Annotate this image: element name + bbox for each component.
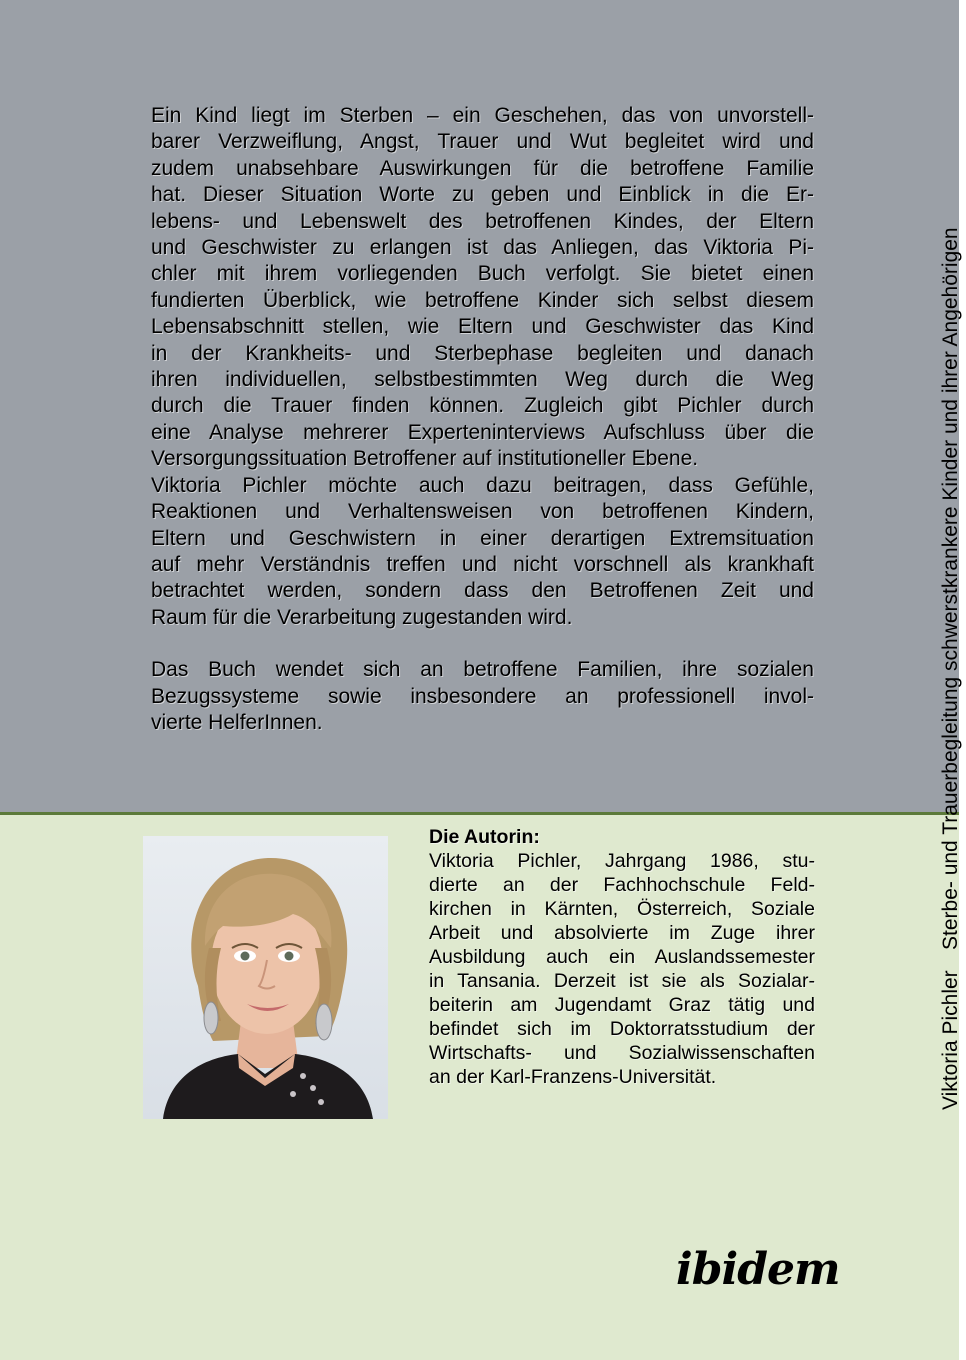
author-bio-line: in Tansania. Derzeit ist sie als Sozialar- [429, 970, 815, 992]
blurb-paragraph-2 [151, 657, 814, 736]
blurb-line: Raum für die Verarbeitung zugestanden wird. [151, 605, 573, 629]
blurb-line: Eltern und Geschwistern in einer derartigen Extremsituation [151, 526, 814, 550]
blurb-line: betrachtet werden, sondern dass den Betroffenen Zeit und [151, 579, 814, 603]
author-bio-line: Ausbildung auch ein Auslandssemester [429, 946, 815, 968]
blurb-line: Bezugssysteme sowie insbesondere an professionell invol- [151, 684, 814, 708]
spine-author: Viktoria Pichler [939, 970, 962, 1110]
blurb-line: ihren individuellen, selbstbestimmten Weg durch die Weg [151, 368, 814, 392]
blurb-line: Lebensabschnitt stellen, wie Eltern und Geschwister das Kind [151, 315, 814, 339]
blurb-line: barer Verzweiflung, Angst, Trauer und Wut begleitet wird und [151, 130, 814, 154]
blurb-line: hat. Dieser Situation Worte zu geben und Einblick in die Er- [151, 183, 814, 207]
blurb-line: Versorgungssituation Betroffener auf institutioneller Ebene. [151, 447, 699, 471]
author-bio-line: befindet sich im Doktorratsstudium der [429, 1018, 815, 1040]
blurb-line: chler mit ihrem vorliegenden Buch verfolgt. Sie bietet einen [151, 262, 814, 286]
author-bio-line: Viktoria Pichler, Jahrgang 1986, stu- [429, 850, 815, 872]
blurb-line: und Geschwister zu erlangen ist das Anliegen, das Viktoria Pi- [151, 236, 814, 260]
spine-title: Sterbe- und Trauerbegleitung schwerstkrankere Kinder und ihrer Angehörigen [939, 227, 962, 950]
blurb-text [151, 103, 814, 736]
author-portrait-illustration [143, 836, 388, 1119]
author-bio-line: beiterin am Jugendamt Graz tätig und [429, 994, 815, 1016]
blurb-line: Ein Kind liegt im Sterben – ein Geschehen, das von unvorstell- [151, 104, 814, 127]
author-bio-line: Arbeit und absolvierte im Zuge ihrer [429, 922, 815, 944]
blurb-line: fundierten Überblick, wie betroffene Kinder sich selbst diesem [151, 288, 814, 312]
author-bio-line: dierte an der Fachhochschule Feld- [429, 874, 815, 896]
author-photo [143, 836, 388, 1119]
blurb-line: auf mehr Verständnis treffen und nicht vorschnell als krankhaft [151, 552, 814, 576]
blurb-line: Reaktionen und Verhaltensweisen von betroffenen Kindern, [151, 500, 814, 524]
blurb-paragraph-1 [151, 103, 814, 631]
blurb-line: in der Krankheits- und Sterbephase begleiten und danach [151, 341, 814, 365]
blurb-line: Das Buch wendet sich an betroffene Familien, ihre sozialen [151, 658, 814, 682]
blurb-line: zudem unabsehbare Auswirkungen für die betroffene Familie [151, 156, 814, 180]
paragraph-gap [151, 631, 814, 657]
author-bio-line: kirchen in Kärnten, Österreich, Soziale [429, 898, 815, 920]
blurb-line: lebens- und Lebenswelt des betroffenen Kindes, der Eltern [151, 209, 814, 233]
author-bio-line: an der Karl-Franzens-Universität. [429, 1066, 717, 1088]
author-bio [429, 825, 815, 1089]
author-bio-line: Wirtschafts- und Sozialwissenschaften [429, 1042, 815, 1064]
blurb-line: eine Analyse mehrerer Experteninterviews Aufschluss über die [151, 420, 814, 444]
author-heading: Die Autorin: [429, 826, 540, 848]
spine-text [936, 160, 966, 1110]
blurb-line: durch die Trauer finden können. Zugleich gibt Pichler durch [151, 394, 814, 418]
blurb-line: Viktoria Pichler möchte auch dazu beitragen, dass Gefühle, [151, 473, 814, 497]
blurb-line: vierte HelferInnen. [151, 710, 323, 734]
publisher-logo: ibidem [676, 1244, 840, 1295]
